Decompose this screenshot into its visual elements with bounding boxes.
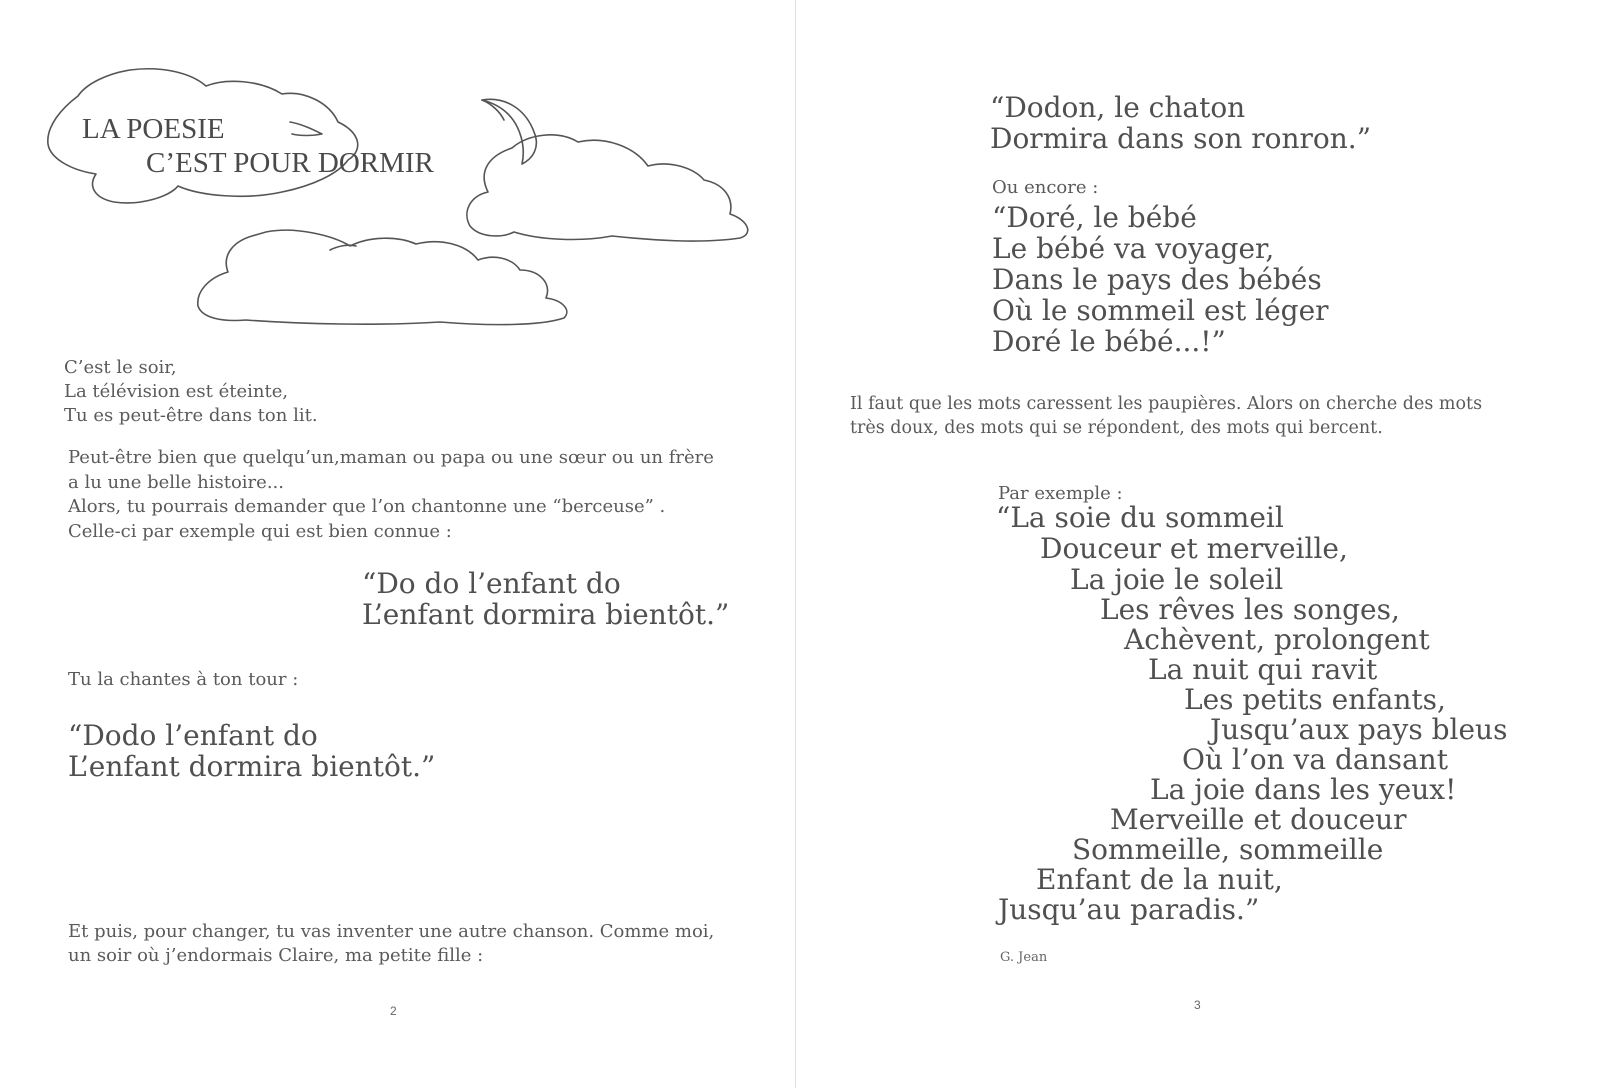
quote-line: “Do do l’enfant do (362, 567, 621, 600)
page-title (82, 112, 434, 180)
text-line: Peut-être bien que quelqu’un,maman ou papa ou une sœur ou un frère (68, 447, 714, 468)
title-line-1: LA POESIE (82, 113, 225, 145)
text-line: un soir où j’endormais Claire, ma petite fille : (68, 945, 484, 966)
label-ou-encore: Ou encore : (992, 177, 1099, 198)
text-line: La télévision est éteinte, (64, 381, 289, 402)
moon-icon (482, 99, 536, 164)
quote-line: L’enfant dormira bientôt.” (68, 750, 436, 783)
text-line: Celle-ci par exemple qui est bien connue : (68, 520, 452, 542)
text-line: très doux, des mots qui se répondent, des mots qui bercent. (850, 418, 1383, 438)
left-page (0, 0, 796, 1088)
poem (796, 502, 1600, 942)
right-page (796, 0, 1600, 1088)
poem-line: Sommeille, sommeille (1072, 833, 1384, 866)
lullaby-quote-2 (68, 720, 435, 782)
text-line: C’est le soir, (64, 357, 177, 378)
page-number: 3 (1194, 998, 1201, 1012)
quote-line: “Doré, le bébé (992, 201, 1197, 234)
quote-line: Dans le pays des bébés (992, 263, 1322, 296)
story-paragraph (68, 446, 714, 544)
poem-line: Enfant de la nuit, (1036, 863, 1283, 896)
poem-line: Les rêves les songes, (1100, 593, 1400, 626)
intro-stanza (64, 356, 318, 428)
closing-paragraph (68, 920, 714, 968)
text-line: Alors, tu pourrais demander que l’on chantonne une “berceuse” . (68, 496, 666, 517)
chaton-quote (990, 92, 1371, 154)
quote-line: L’enfant dormira bientôt.” (362, 598, 730, 631)
poem-line: Merveille et douceur (1110, 803, 1407, 836)
prompt-text: Tu la chantes à ton tour : (68, 669, 299, 690)
title-line-2: C’EST POUR DORMIR (146, 147, 434, 179)
poem-line: La joie le soleil (1070, 563, 1284, 596)
label-par-exemple: Par exemple : (998, 483, 1123, 504)
poem-line: Douceur et merveille, (1040, 532, 1348, 565)
page-number: 2 (390, 1004, 397, 1018)
poem-line: Jusqu’au paradis.” (998, 893, 1260, 926)
poem-line: Achèvent, prolongent (1124, 623, 1430, 656)
poem-line: La nuit qui ravit (1148, 653, 1378, 686)
quote-line: Où le sommeil est léger (992, 294, 1329, 327)
text-line: Tu es peut-être dans ton lit. (64, 405, 318, 426)
right-cloud-icon (467, 135, 748, 241)
bebe-quote (992, 202, 1329, 357)
poem-line: La joie dans les yeux! (1150, 773, 1457, 806)
text-line: Et puis, pour changer, tu vas inventer une autre chanson. Comme moi, (68, 921, 715, 942)
quote-line: “Dodon, le chaton (990, 91, 1246, 124)
bottom-cloud-icon (198, 230, 567, 324)
explanation-paragraph (850, 392, 1482, 440)
text-line: a lu une belle histoire... (68, 471, 284, 493)
poem-line: “La soie du sommeil (996, 501, 1284, 534)
quote-line: “Dodo l’enfant do (68, 719, 318, 752)
quote-line: Le bébé va voyager, (992, 232, 1275, 265)
quote-line: Doré le bébé...!” (992, 325, 1226, 358)
poem-line: Jusqu’aux pays bleus (1210, 713, 1508, 746)
poem-line: Les petits enfants, (1184, 683, 1446, 716)
lullaby-quote (362, 568, 729, 630)
text-line: Il faut que les mots caressent les paupières. Alors on cherche des mots (850, 394, 1483, 414)
author-signature: G. Jean (1000, 950, 1048, 965)
poem-line: Où l’on va dansant (1182, 743, 1448, 776)
quote-line: Dormira dans son ronron.” (990, 122, 1372, 155)
